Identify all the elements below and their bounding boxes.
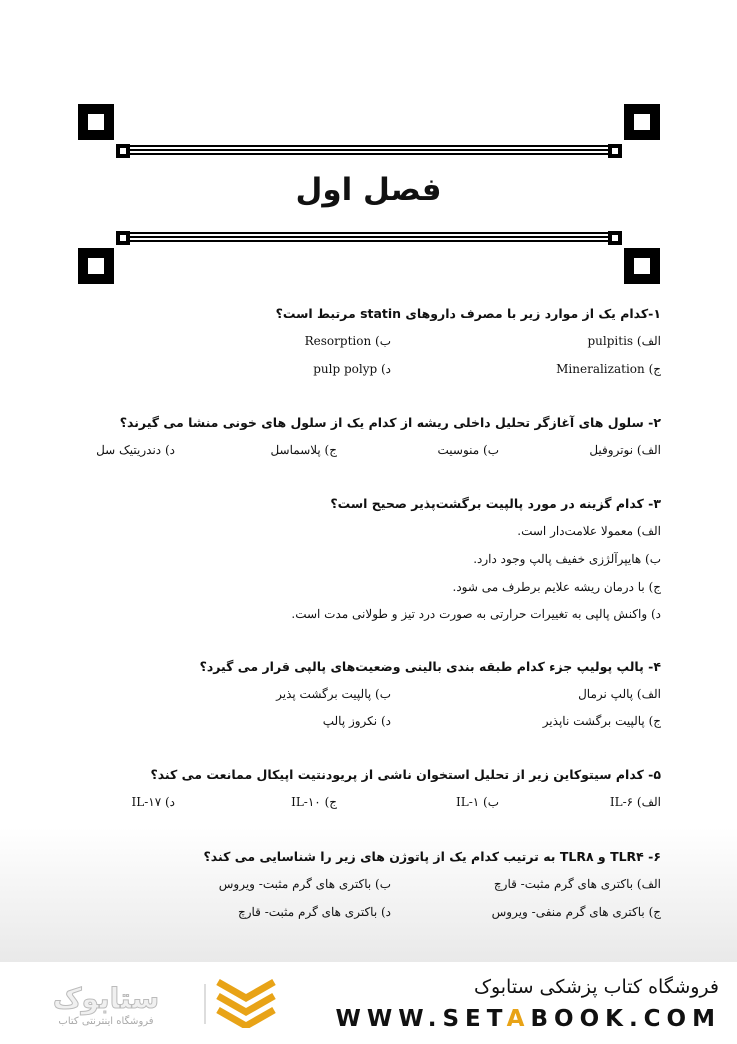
question-6-option-b: ب) باکتری های گرم مثبت- ویروس (218, 877, 391, 891)
question-3-option-b: ب) هایپرآلژزی خفیف پالپ وجود دارد. (473, 552, 661, 566)
chevron-logo-icon (214, 976, 278, 1028)
brand-wordmark: ستابوک (52, 982, 160, 1015)
question-4-option-b: ب) پالپیت برگشت پذیر (276, 687, 391, 701)
ornament-knot-bottom-left (116, 231, 130, 245)
ornament-square-top-right (624, 104, 660, 140)
question-6-option-d: د) باکتری های گرم مثبت- قارچ (237, 905, 391, 919)
question-2: ۲- سلول های آغازگر تحلیل داخلی ریشه از کدام یک از سلول های خونی منشا می گیرند؟ (119, 415, 661, 430)
ornament-square-top-left (78, 104, 114, 140)
question-1-option-c: ج) Mineralization (556, 362, 661, 376)
question-5-option-b: ب) IL-۱ (455, 795, 499, 809)
ornament-knot-bottom-right (608, 231, 622, 245)
question-1-option-a: الف) pulpitis (587, 334, 661, 348)
question-1-option-b: ب) Resorption (304, 334, 391, 348)
ornament-knot-top-left (116, 144, 130, 158)
ornament-square-bottom-left (78, 248, 114, 284)
chapter-title: فصل اول (295, 172, 442, 208)
question-3: ۳- کدام گزینه در مورد پالپیت برگشت‌پذیر صحیح است؟ (330, 496, 661, 511)
question-5: ۵- کدام سیتوکاین زیر از تحلیل استخوان ناشی از پریودنتیت اپیکال ممانعت می کند؟ (150, 767, 661, 782)
question-3-option-a: الف) معمولا علامت‌دار است. (517, 524, 661, 538)
ornament-rail-bottom (130, 232, 608, 244)
question-4-option-c: ج) پالپیت برگشت ناپذیر (542, 714, 661, 728)
question-2-option-b: ب) منوسیت (437, 443, 499, 457)
question-6-option-a: الف) باکتری های گرم مثبت- قارچ (493, 877, 661, 891)
question-6: ۶- TLR۴ و TLR۸ به ترتیب کدام یک از پاتوژن های زیر را شناسایی می کند؟ (203, 849, 661, 864)
brand-logo (36, 982, 176, 1026)
question-3-option-c: ج) با درمان ریشه علایم برطرف می شود. (452, 580, 661, 594)
store-url-part2: BOOK.COM (530, 1006, 721, 1032)
store-url-accent: A (506, 1006, 531, 1032)
question-4-option-a: الف) پالپ نرمال (578, 687, 661, 701)
ornament-knot-top-right (608, 144, 622, 158)
question-1-option-d: د) pulp polyp (313, 362, 391, 376)
question-5-option-a: الف) IL-۶ (609, 795, 661, 809)
store-url-part1: WWW.SET (335, 1006, 507, 1032)
question-2-option-a: الف) نوتروفیل (589, 443, 661, 457)
store-footer (0, 962, 737, 1044)
question-1: ۱-کدام یک از موارد زیر با مصرف داروهای statin مرتبط است؟ (275, 306, 661, 321)
question-3-option-d: د) واکنش پالپی به تغییرات حرارتی به صورت درد تیز و طولانی مدت است. (291, 607, 661, 621)
question-6-option-c: ج) باکتری های گرم منفی- ویروس (491, 905, 661, 919)
question-5-option-d: د) IL-۱۷ (131, 795, 175, 809)
logo-divider (204, 984, 206, 1024)
brand-tagline: فروشگاه اینترنتی کتاب (58, 1016, 154, 1027)
question-2-option-c: ج) پلاسماسل (270, 443, 337, 457)
store-name: فروشگاه کتاب پزشکی ستابوک (473, 976, 719, 998)
question-4: ۴- پالپ پولیپ جزء کدام طبقه بندی بالینی وضعیت‌های پالپی قرار می گیرد؟ (199, 659, 661, 674)
ornament-rail-top (130, 145, 608, 157)
store-url-link[interactable] (336, 1006, 721, 1032)
ornament-square-bottom-right (624, 248, 660, 284)
question-4-option-d: د) نکروز پالپ (322, 714, 391, 728)
question-2-option-d: د) دندریتیک سل (96, 443, 175, 457)
question-5-option-c: ج) IL-۱۰ (291, 795, 337, 809)
